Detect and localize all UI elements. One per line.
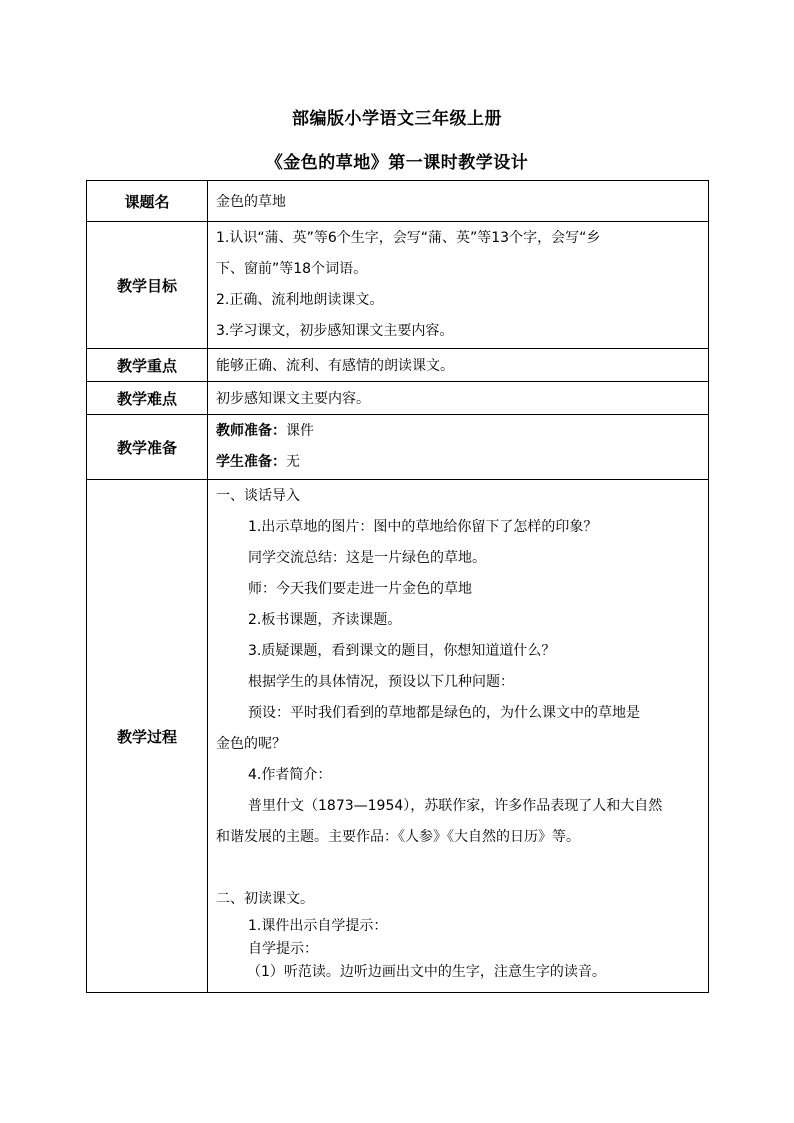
process-label: 教学过程 (87, 480, 208, 993)
difficulties-value: 初步感知课文主要内容。 (208, 382, 709, 415)
goal-line: 3.学习课文，初步感知课文主要内容。 (216, 323, 454, 339)
process-line: 预设：平时我们看到的草地都是绿色的，为什么课文中的草地是 (248, 705, 640, 721)
process-line: 自学提示： (248, 941, 318, 957)
process-line: 1.出示草地的图片：图中的草地给你留下了怎样的印象？ (248, 519, 598, 535)
row-topic (87, 181, 709, 222)
teacher-preparation (216, 416, 700, 447)
process-line: （1）听范读。边听边画出文中的生字，注意生字的读音。 (247, 964, 606, 980)
process-content (208, 480, 709, 993)
preparation-content (208, 415, 709, 480)
process-line: 金色的呢？ (216, 736, 286, 752)
student-preparation (216, 447, 700, 478)
key-points-label: 教学重点 (87, 349, 208, 382)
lesson-title: 《金色的草地》第一课时教学设计 (265, 153, 529, 173)
row-process (87, 480, 709, 993)
preparation-label: 教学准备 (87, 415, 208, 480)
blank-line (216, 853, 700, 884)
row-preparation (87, 415, 709, 480)
process-line: 二、初读课文。 (216, 891, 314, 907)
key-points-value: 能够正确、流利、有感情的朗读课文。 (208, 349, 709, 382)
row-difficulties (87, 382, 709, 415)
goals-label: 教学目标 (87, 222, 208, 349)
process-line: 同学交流总结：这是一片绿色的草地。 (248, 550, 486, 566)
row-key-points (87, 349, 709, 382)
topic-label: 课题名 (87, 181, 208, 222)
row-goals (87, 222, 709, 349)
goal-line: 2.正确、流利地朗读课文。 (216, 292, 384, 308)
teacher-prep-value: 课件 (286, 423, 314, 439)
process-line: 和谐发展的主题。主要作品：《人参》《大自然的日历》等。 (216, 829, 580, 845)
student-prep-label: 学生准备： (216, 454, 286, 470)
process-line: 普里什文（1873—1954），苏联作家，许多作品表现了人和大自然 (248, 798, 663, 814)
lesson-plan-table (86, 180, 709, 993)
goal-line: 下、窗前”等18个词语。 (216, 261, 368, 277)
goals-content (208, 222, 709, 349)
process-line: 4.作者简介： (248, 767, 332, 783)
process-line: 一、谈话导入 (216, 488, 300, 504)
goal-line: 1.认识“蒲、英”等6个生字，会写“蒲、英”等13个字，会写“乡 (216, 230, 601, 246)
process-line: 2.板书课题，齐读课题。 (248, 612, 402, 628)
process-line: 根据学生的具体情况，预设以下几种问题： (248, 674, 514, 690)
document-title: 部编版小学语文三年级上册 (292, 109, 502, 129)
topic-value: 金色的草地 (208, 181, 709, 222)
process-line: 3.质疑课题，看到课文的题目，你想知道道什么？ (248, 643, 556, 659)
difficulties-label: 教学难点 (87, 382, 208, 415)
process-line: 1.课件出示自学提示： (248, 918, 388, 934)
teacher-prep-label: 教师准备： (216, 423, 286, 439)
student-prep-value: 无 (286, 454, 300, 470)
process-line: 师：今天我们要走进一片金色的草地 (248, 581, 472, 597)
